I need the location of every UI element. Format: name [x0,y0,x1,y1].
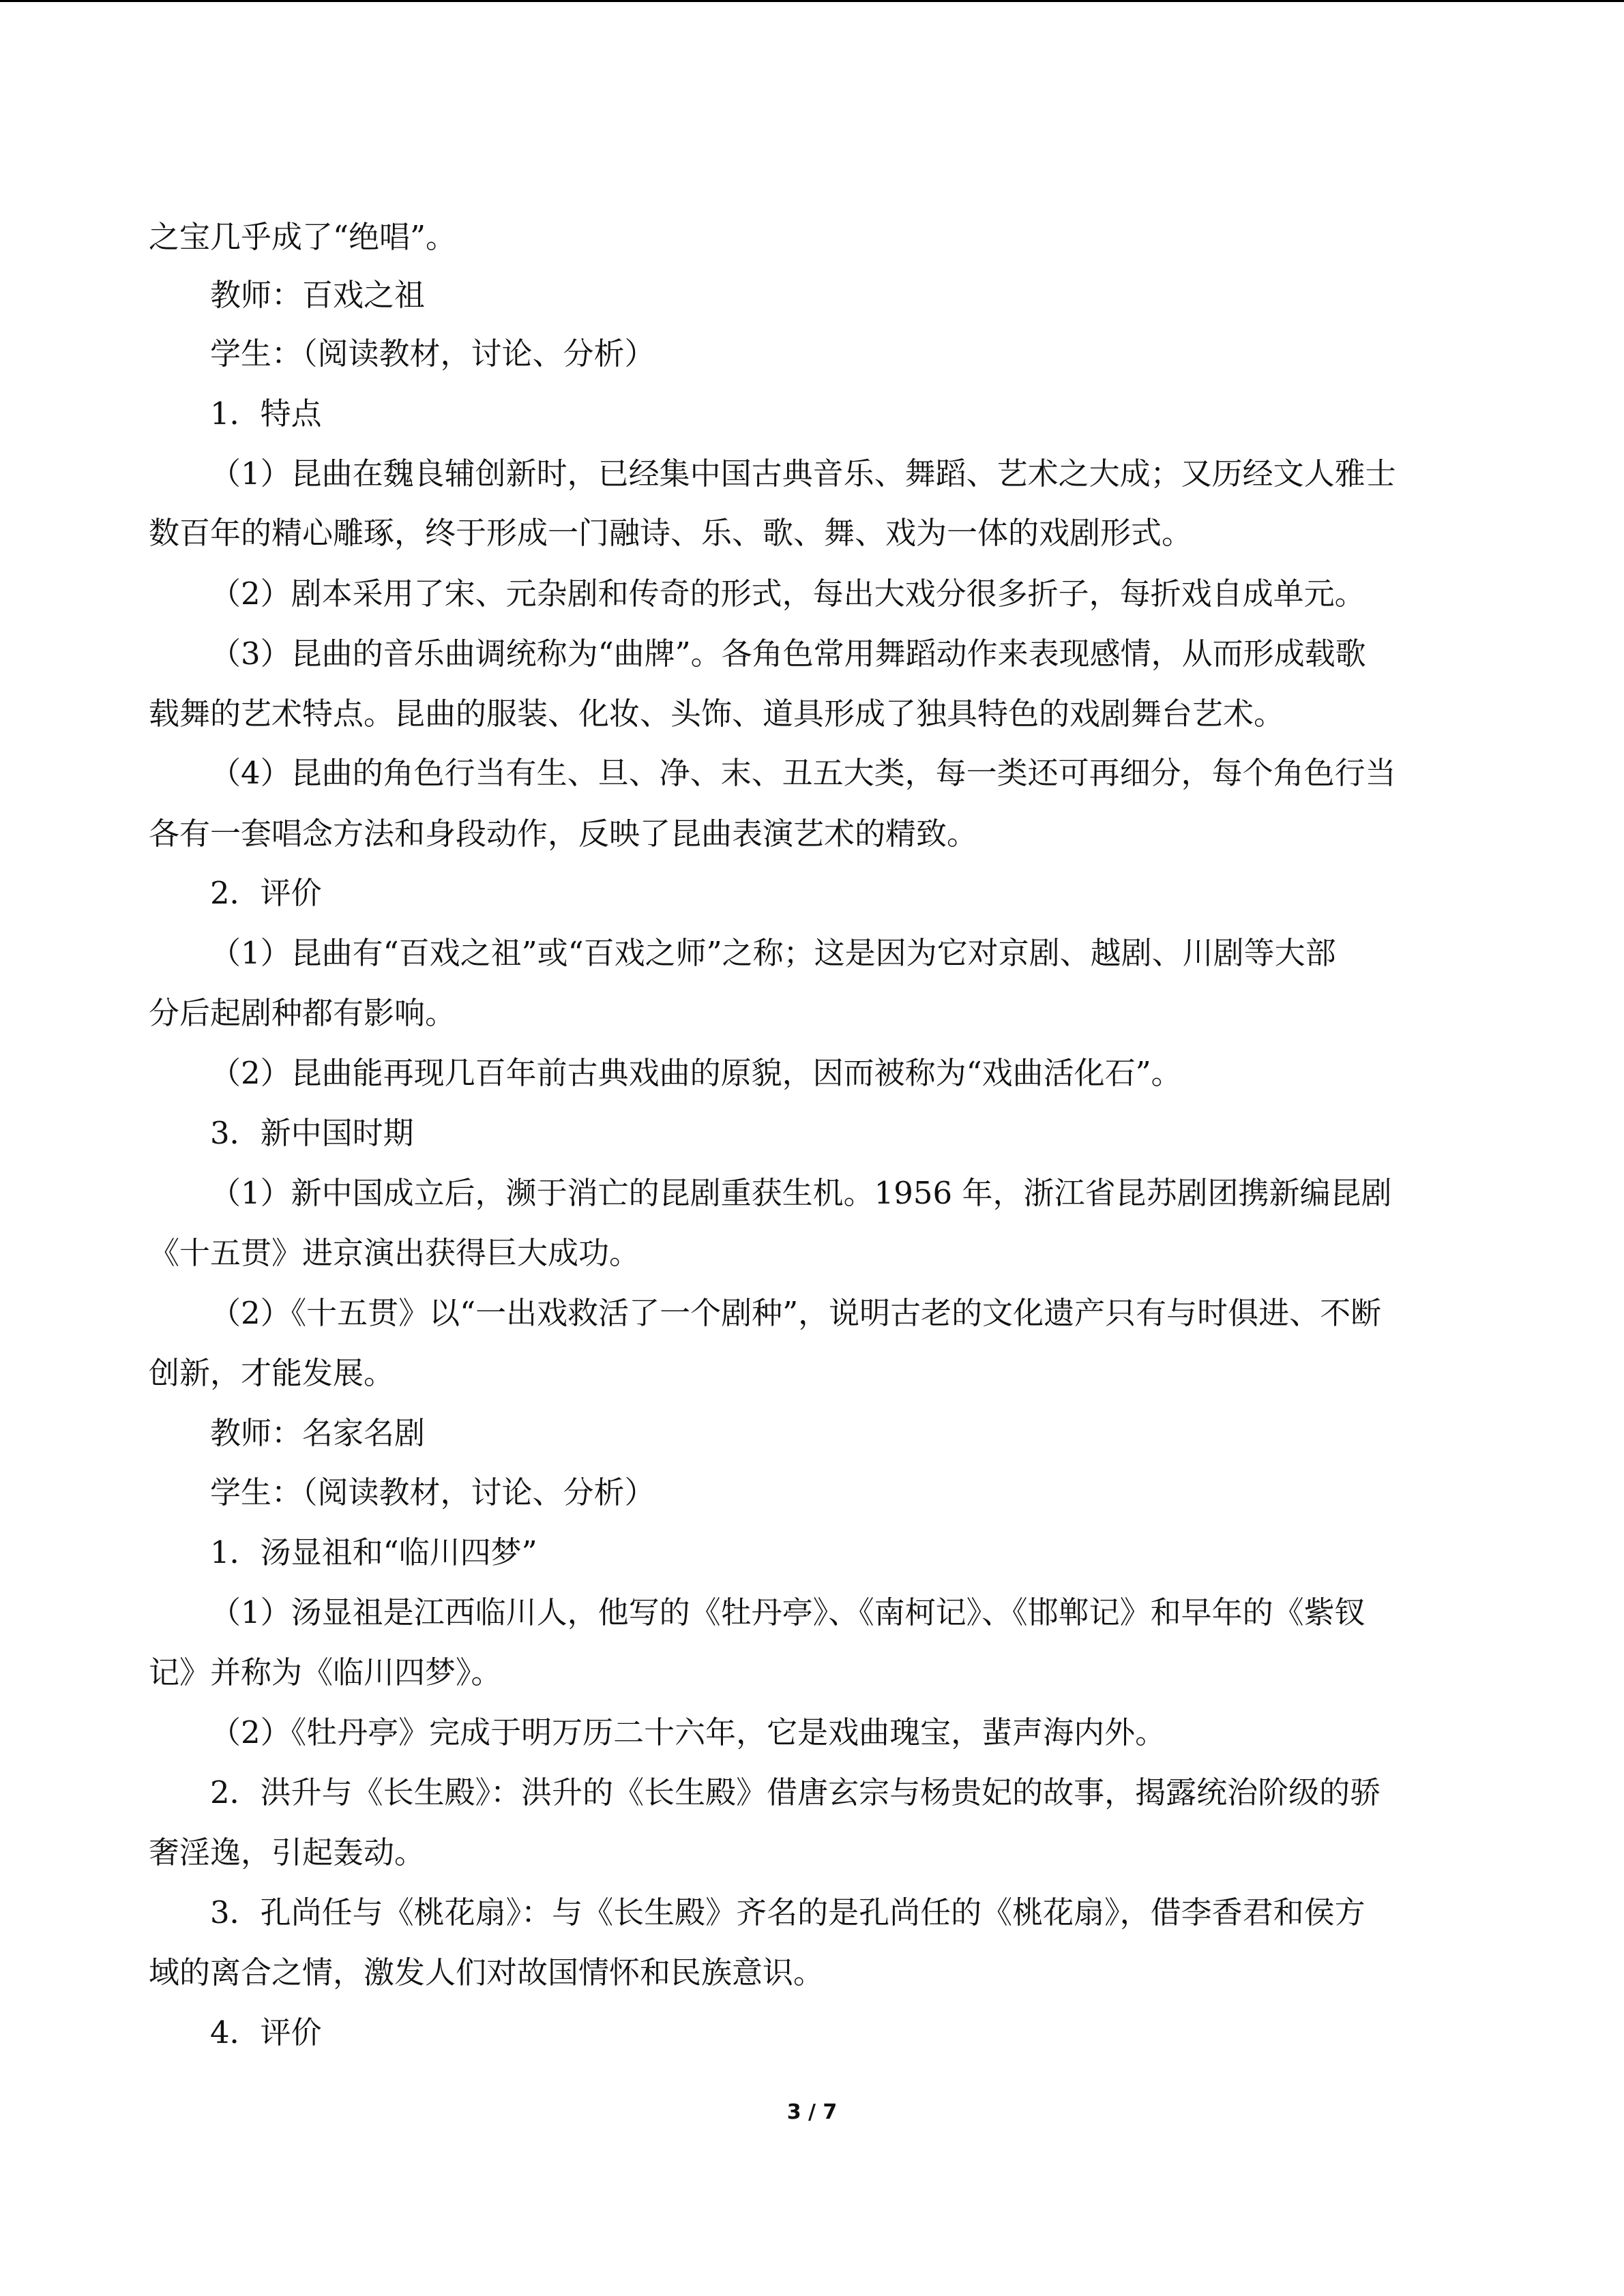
text-line: 2．洪升与《长生殿》：洪升的《长生殿》借唐玄宗与杨贵妃的故事，揭露统治阶级的骄 [210,1774,1381,1810]
text-line: （1）汤显祖是江西临川人，他写的《牡丹亭》、《南柯记》、《邯郸记》和早年的《紫钗 [210,1594,1365,1630]
text-line: （4）昆曲的角色行当有生、旦、净、末、丑五大类，每一类还可再细分，每个角色行当 [210,755,1396,791]
text-line: 3．新中国时期 [210,1115,414,1151]
text-line: （2）昆曲能再现几百年前古典戏曲的原貌，因而被称为“戏曲活化石”。 [210,1055,1182,1091]
text-line: （1）昆曲在魏良辅创新时，已经集中国古典音乐、舞蹈、艺术之大成；又历经文人雅士 [210,456,1396,492]
text-line: 3．孔尚任与《桃花扇》：与《长生殿》齐名的是孔尚任的《桃花扇》，借李香君和侯方 [210,1894,1365,1930]
text-line: 各有一套唱念方法和身段动作，反映了昆曲表演艺术的精致。 [149,816,978,852]
text-line: 之宝几乎成了“绝唱”。 [149,219,457,255]
text-line: 域的离合之情，激发人们对故国情怀和民族意识。 [149,1954,825,1991]
text-line: （3）昆曲的音乐曲调统称为“曲牌”。各角色常用舞蹈动作来表现感情，从而形成载歌 [210,636,1366,672]
text-line: 载舞的艺术特点。昆曲的服装、化妆、头饰、道具形成了独具特色的戏剧舞台艺术。 [149,696,1285,732]
text-line: 学生：（阅读教材，讨论、分析） [210,336,655,372]
text-line: 数百年的精心雕琢，终于形成一门融诗、乐、歌、舞、戏为一体的戏剧形式。 [149,515,1193,551]
text-line: 创新，才能发展。 [149,1355,395,1391]
text-line: （2）《十五贯》以“一出戏救活了一个剧种”，说明古老的文化遗产只有与时俱进、不断 [210,1295,1382,1331]
text-line: 分后起剧种都有影响。 [149,995,456,1031]
text-line: 教师：百戏之祖 [210,277,426,313]
text-line: （1）昆曲有“百戏之祖”或“百戏之师”之称；这是因为它对京剧、越剧、川剧等大部 [210,935,1336,971]
text-line: （1）新中国成立后，濒于消亡的昆剧重获生机。1956 年，浙江省昆苏剧团携新编昆剧 [210,1175,1392,1211]
text-line: 奢淫逸，引起轰动。 [149,1834,426,1870]
text-line: 学生：（阅读教材，讨论、分析） [210,1474,655,1510]
text-line: 教师：名家名剧 [210,1415,426,1451]
text-line: 4．评价 [210,2014,322,2051]
text-line: （2）剧本采用了宋、元杂剧和传奇的形式，每出大戏分很多折子，每折戏自成单元。 [210,576,1365,612]
page-number: 3 / 7 [786,2100,838,2124]
text-line: （2）《牡丹亭》完成于明万历二十六年，它是戏曲瑰宝，蜚声海内外。 [210,1714,1166,1750]
text-line: 1．汤显祖和“临川四梦” [210,1534,537,1570]
text-line: 记》并称为《临川四梦》。 [149,1654,502,1690]
text-line: 2．评价 [210,875,322,911]
text-line: 1．特点 [210,396,322,432]
text-line: 《十五贯》进京演出获得巨大成功。 [149,1235,640,1271]
